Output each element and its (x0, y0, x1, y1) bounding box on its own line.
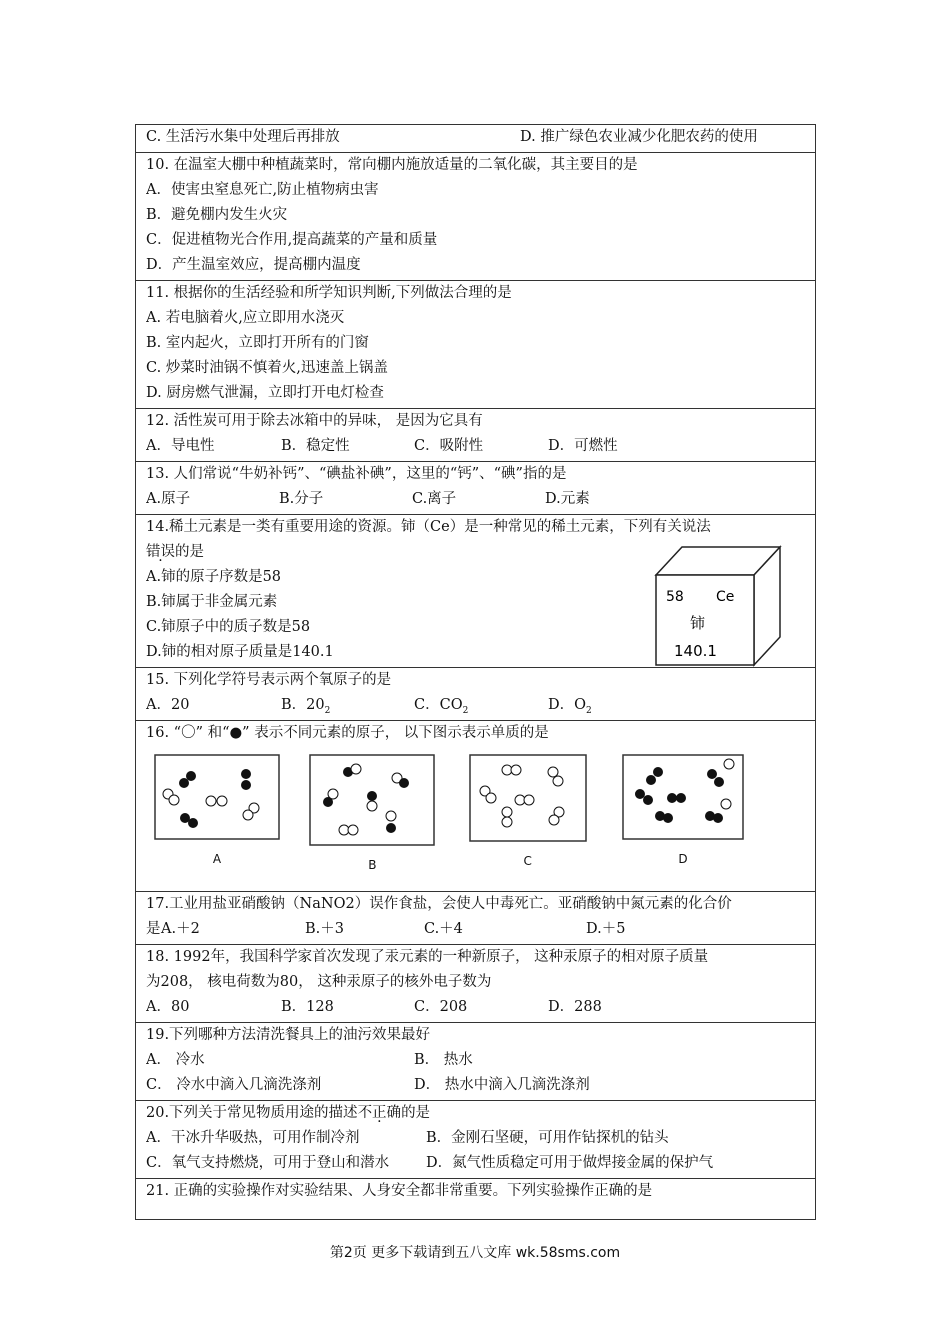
question-stem-2: 为208， 核电荷数为80， 这种汞原子的核外电子数为 (146, 974, 492, 990)
option-b: B.＋3 (305, 921, 344, 937)
diagram-label: B (368, 858, 377, 872)
option-d: D．288 (548, 999, 602, 1015)
option-c: C.离子 (412, 491, 457, 507)
option-a: A.＋2 (161, 921, 200, 937)
option-d: D.元素 (545, 491, 590, 507)
option-d: D.铈的相对原子质量是140.1 (146, 644, 334, 660)
diagram-label: C (523, 854, 532, 868)
diagram-c (461, 754, 595, 884)
option-d: D．氮气性质稳定可用于做焊接金属的保护气 (426, 1155, 714, 1171)
option-b: B．金刚石坚硬，可用作钻探机的钻头 (426, 1130, 669, 1146)
question-11 (136, 281, 816, 409)
diagram-d (616, 754, 750, 884)
diagram-a (150, 754, 284, 884)
option-c: C．$CO_2$ (414, 697, 469, 716)
question-stem: 13. 人们常说“牛奶补钙”、“碘盐补碘”，这里的“钙”、“碘”指的是 (146, 466, 567, 482)
option-d: D. 厨房燃气泄漏，立即打开电灯检查 (146, 385, 384, 401)
option-b: B．避免棚内发生火灾 (146, 207, 288, 223)
option-c: C．氧气支持燃烧，可用于登山和潜水 (146, 1155, 390, 1171)
option-a: A．干冰升华吸热，可用作制冷剂 (146, 1130, 360, 1146)
option-b: B.分子 (279, 491, 324, 507)
option-d: D． 热水中滴入几滴洗涤剂 (414, 1077, 590, 1093)
question-21 (136, 1179, 816, 1220)
option-c: C．促进植物光合作用,提高蔬菜的产量和质量 (146, 232, 438, 248)
page-footer: 第2页 更多下载请到五八文库 wk.58sms.com (329, 1245, 621, 1261)
question-18 (136, 945, 816, 1023)
element-name: 铈 (690, 614, 706, 632)
diagram-label: D (678, 852, 688, 866)
option-b: B．128 (281, 999, 334, 1015)
element-mass: 140.1 (674, 642, 717, 660)
emphasis-text: 错误 (146, 544, 175, 560)
diagram-b (305, 754, 439, 884)
option-c: C．吸附性 (414, 438, 484, 454)
emphasis-text: 不正确 (357, 1105, 402, 1121)
option-b: B．稳定性 (281, 438, 350, 454)
option-d: D．产生温室效应，提高棚内温度 (146, 257, 361, 273)
option-b: B.铈属于非金属元素 (146, 594, 278, 610)
option-d: D．可燃性 (548, 438, 618, 454)
question-17 (136, 892, 816, 945)
option-c: C． 冷水中滴入几滴洗涤剂 (146, 1077, 322, 1093)
atom-diagrams (150, 754, 750, 884)
question-13 (136, 462, 816, 515)
option-c: C.＋4 (424, 921, 463, 937)
option-c: C.铈原子中的质子数是58 (146, 619, 311, 635)
option-a: A．20 (146, 697, 190, 713)
question-10 (136, 153, 816, 281)
option-d: D.＋5 (586, 921, 626, 937)
question-12 (136, 409, 816, 462)
stem-tail: 是 (146, 921, 161, 937)
option-a: A. 若电脑着火,应立即用水浇灭 (146, 310, 345, 326)
option-a: A．导电性 (146, 438, 215, 454)
question-stem: 19.下列哪种方法清洗餐具上的油污效果最好 (146, 1027, 431, 1043)
option-c: C. 生活污水集中处理后再排放 (146, 129, 340, 145)
option-c: C．208 (414, 999, 468, 1015)
option-d: D. 推广绿色农业减少化肥农药的使用 (520, 129, 758, 145)
element-cube-figure (654, 545, 782, 667)
option-a: A． 冷水 (146, 1052, 205, 1068)
question-9-tail (136, 125, 816, 153)
question-16 (136, 721, 816, 892)
question-stem: 20.下列关于常见物质用途的描述 (146, 1105, 358, 1121)
element-symbol: Ce (716, 589, 735, 605)
option-d: D．$O_2$ (548, 697, 592, 716)
question-15 (136, 668, 816, 721)
question-stem: 16. “〇” 和“●” 表示不同元素的原子， 以下图示表示单质的是 (146, 725, 549, 741)
stem-tail: 的是 (401, 1105, 431, 1121)
question-stem: 14.稀土元素是一类有重要用途的资源。铈（Ce）是一种常见的稀土元素，下列有关说法 (146, 519, 711, 535)
option-b: B. 室内起火，立即打开所有的门窗 (146, 335, 369, 351)
question-stem: 10. 在温室大棚中种植蔬菜时，常向棚内施放适量的二氧化碳，其主要目的是 (146, 157, 638, 173)
question-stem: 11. 根据你的生活经验和所学知识判断,下列做法合理的是 (146, 285, 512, 301)
question-stem: 21. 正确的实验操作对实验结果、人身安全都非常重要。下列实验操作正确的是 (146, 1183, 653, 1199)
option-c: C. 炒菜时油锅不慎着火,迅速盖上锅盖 (146, 360, 388, 376)
diagram-label: A (212, 852, 222, 866)
option-b: B． 热水 (414, 1052, 473, 1068)
question-stem: 15. 下列化学符号表示两个氧原子的是 (146, 672, 392, 688)
option-a: A.原子 (146, 491, 191, 507)
question-20 (136, 1101, 816, 1179)
question-stem: 12. 活性炭可用于除去冰箱中的异味， 是因为它具有 (146, 413, 483, 429)
option-b: B．$20_2$ (281, 697, 331, 716)
element-number: 58 (666, 589, 684, 605)
question-19 (136, 1023, 816, 1101)
option-a: A．使害虫窒息死亡,防止植物病虫害 (146, 182, 379, 198)
question-table (135, 124, 816, 1220)
question-stem: 18. 1992年，我国科学家首次发现了汞元素的一种新原子， 这种汞原子的相对原子质量 (146, 949, 709, 965)
option-a: A．80 (146, 999, 190, 1015)
question-stem: 17.工业用盐亚硝酸钠（NaNO2）误作食盐，会使人中毒死亡。亚硝酸钠中氮元素的化合价 (146, 896, 732, 912)
stem-tail: 的是 (175, 544, 204, 560)
option-a: A.铈的原子序数是58 (146, 569, 282, 585)
question-14 (136, 515, 816, 668)
